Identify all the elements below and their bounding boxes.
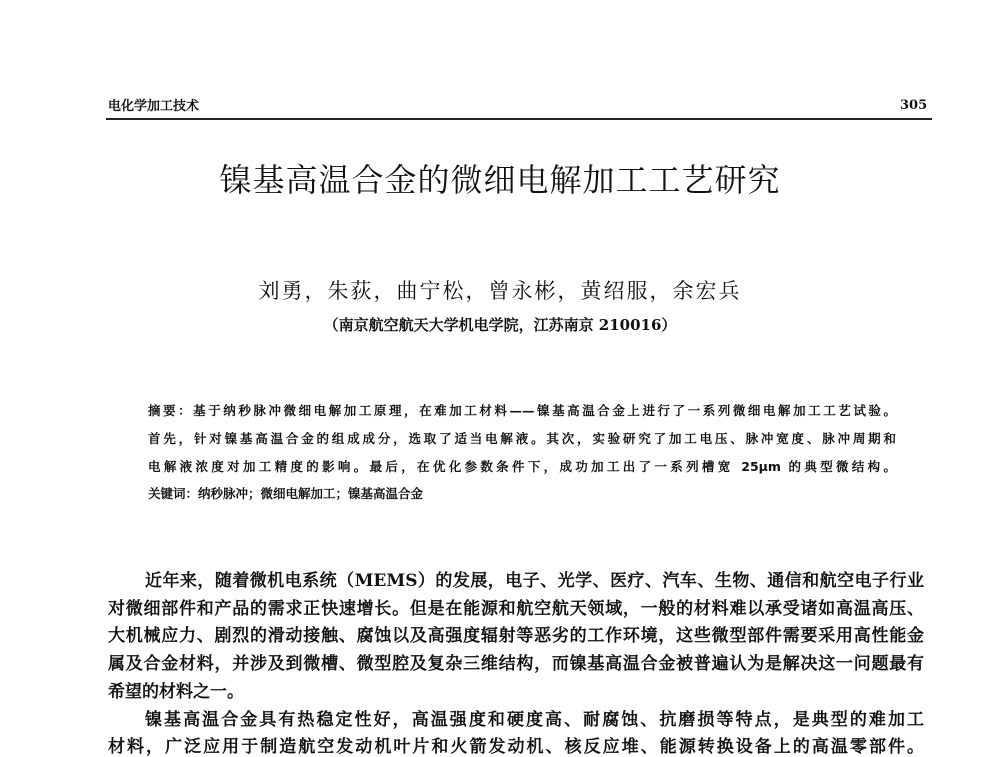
paper-title: 镍基高温合金的微细电解加工工艺研究: [219, 161, 781, 199]
authors: 刘勇，朱荻，曲宁松，曾永彬，黄绍服，余宏兵: [258, 279, 742, 303]
body-line: 对微细部件和产品的需求正快速增长。但是在能源和航空航天领域，一般的材料难以承受诸如高温高压、: [108, 599, 924, 619]
running-head-journal: 电化学加工技术: [108, 99, 200, 114]
page-number: 305: [900, 98, 928, 113]
keywords: 关键词：纳秒脉冲；微细电解加工；镍基高温合金: [148, 486, 424, 501]
body-line: 希望的材料之一。: [108, 682, 244, 702]
abstract-line: 首先，针对镍基高温合金的组成成分，选取了适当电解液。其次，实验研究了加工电压、脉冲宽度、脉冲周期和: [148, 431, 896, 446]
affiliation: （南京航空航天大学机电学院，江苏南京 210016）: [323, 316, 677, 334]
body-line: 近年来，随着微机电系统（MEMS）的发展，电子、光学、医疗、汽车、生物、通信和航空电子行业: [145, 571, 924, 591]
body-line: 属及合金材料，并涉及到微槽、微型腔及复杂三维结构，而镍基高温合金被普遍认为是解决这一问题最有: [108, 654, 924, 674]
abstract-line: 摘要：基于纳秒脉冲微细电解加工原理，在难加工材料——镍基高温合金上进行了一系列微细电解加工工艺试验。: [148, 403, 896, 418]
body-line: 镍基高温合金具有热稳定性好，高温强度和硬度高、耐腐蚀、抗磨损等特点，是典型的难加工: [145, 710, 924, 730]
body-line: 材料，广泛应用于制造航空发动机叶片和火箭发动机、核反应堆、能源转换设备上的高温零部件。: [108, 737, 924, 757]
body-line: 大机械应力、剧烈的滑动接触、腐蚀以及高强度辐射等恶劣的工作环境，这些微型部件需要采用高性能金: [108, 626, 924, 646]
header-rule: [106, 118, 932, 120]
abstract-line: 电解液浓度对加工精度的影响。最后，在优化参数条件下，成功加工出了一系列槽宽 25μm 的典型微结构。: [148, 459, 896, 474]
